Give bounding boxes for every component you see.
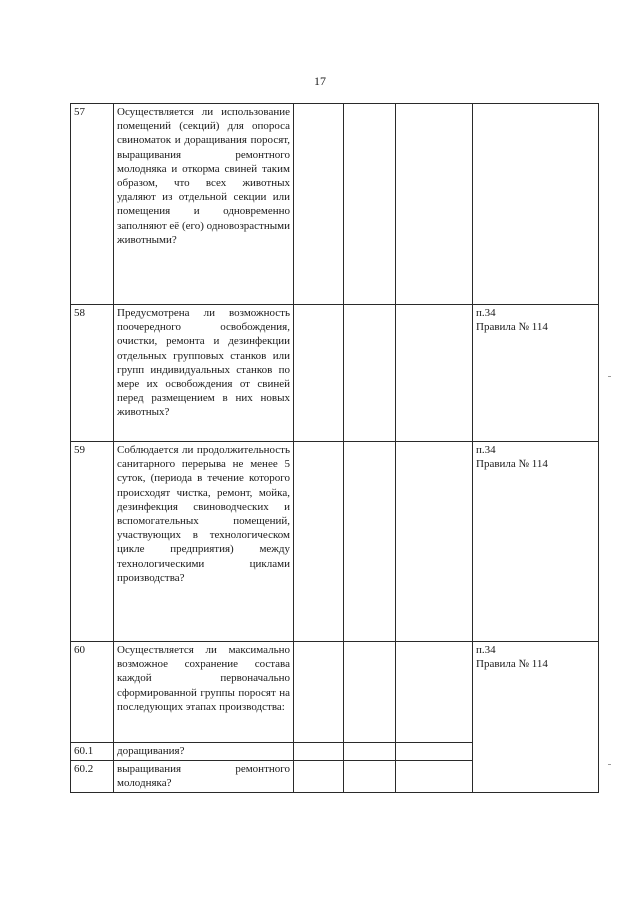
answer-cell-no[interactable]	[344, 743, 396, 761]
row-number: 59	[71, 442, 114, 642]
reference-document: Правила № 114	[476, 321, 548, 334]
answer-cell-no[interactable]	[344, 442, 396, 642]
legal-reference	[473, 442, 599, 642]
row-number: 57	[71, 104, 114, 305]
question-text: Предусмотрена ли возможность поочередного освобождения, очистки, ремонта и дезинфекции отдельных групповых станков или групп индивидуальных станков по мере их освобождения от свиней перед размещением в них новых животных?	[114, 305, 294, 442]
table-row	[71, 642, 599, 743]
answer-cell-no[interactable]	[344, 642, 396, 743]
row-number: 58	[71, 305, 114, 442]
legal-reference	[473, 642, 599, 793]
question-text: Осуществляется ли использование помещений (секций) для опороса свиноматок и доращивания поросят, выращивания ремонтного молодняка и откорма свиней таким образом, что всех животных удаляют из отдельной секции или помещения и одновременно заполняют её (его) одновозрастными животными?	[114, 104, 294, 305]
answer-cell-yes[interactable]	[294, 761, 344, 793]
legal-reference	[473, 104, 599, 305]
scan-artifact	[608, 376, 611, 377]
answer-cell-yes[interactable]	[294, 442, 344, 642]
row-number: 60	[71, 642, 114, 743]
question-text: доращивания?	[114, 743, 294, 761]
answer-cell-na[interactable]	[396, 305, 473, 442]
question-text: выращивания ремонтного молодняка?	[114, 761, 294, 793]
reference-document: Правила № 114	[476, 458, 548, 471]
table-row	[71, 305, 599, 442]
page-cutoff	[70, 796, 598, 804]
answer-cell-na[interactable]	[396, 642, 473, 743]
table-row	[71, 442, 599, 642]
answer-cell-no[interactable]	[344, 305, 396, 442]
table-row	[71, 104, 599, 305]
reference-clause: п.34	[476, 644, 496, 656]
page-number: 17	[314, 74, 326, 88]
answer-cell-no[interactable]	[344, 104, 396, 305]
legal-reference	[473, 305, 599, 442]
reference-document: Правила № 114	[476, 658, 548, 671]
reference-clause: п.34	[476, 307, 496, 319]
question-text: Соблюдается ли продолжительность санитарного перерыва не менее 5 суток, (периода в течение которого происходят чистка, ремонт, мойка, дезинфекция свиноводческих и вспомогательных помещений, участвующих в технологическом цикле предприятия) между технологическими циклами производства?	[114, 442, 294, 642]
scan-artifact	[608, 764, 611, 765]
reference-clause: п.34	[476, 444, 496, 456]
answer-cell-yes[interactable]	[294, 104, 344, 305]
checklist-table	[70, 103, 599, 793]
answer-cell-na[interactable]	[396, 761, 473, 793]
answer-cell-na[interactable]	[396, 743, 473, 761]
question-text: Осуществляется ли максимально возможное сохранение состава каждой первоначально сформированной группы поросят на последующих этапах производства:	[114, 642, 294, 743]
answer-cell-yes[interactable]	[294, 305, 344, 442]
answer-cell-yes[interactable]	[294, 642, 344, 743]
answer-cell-yes[interactable]	[294, 743, 344, 761]
answer-cell-na[interactable]	[396, 442, 473, 642]
answer-cell-na[interactable]	[396, 104, 473, 305]
answer-cell-no[interactable]	[344, 761, 396, 793]
row-number: 60.1	[71, 743, 114, 761]
row-number: 60.2	[71, 761, 114, 793]
